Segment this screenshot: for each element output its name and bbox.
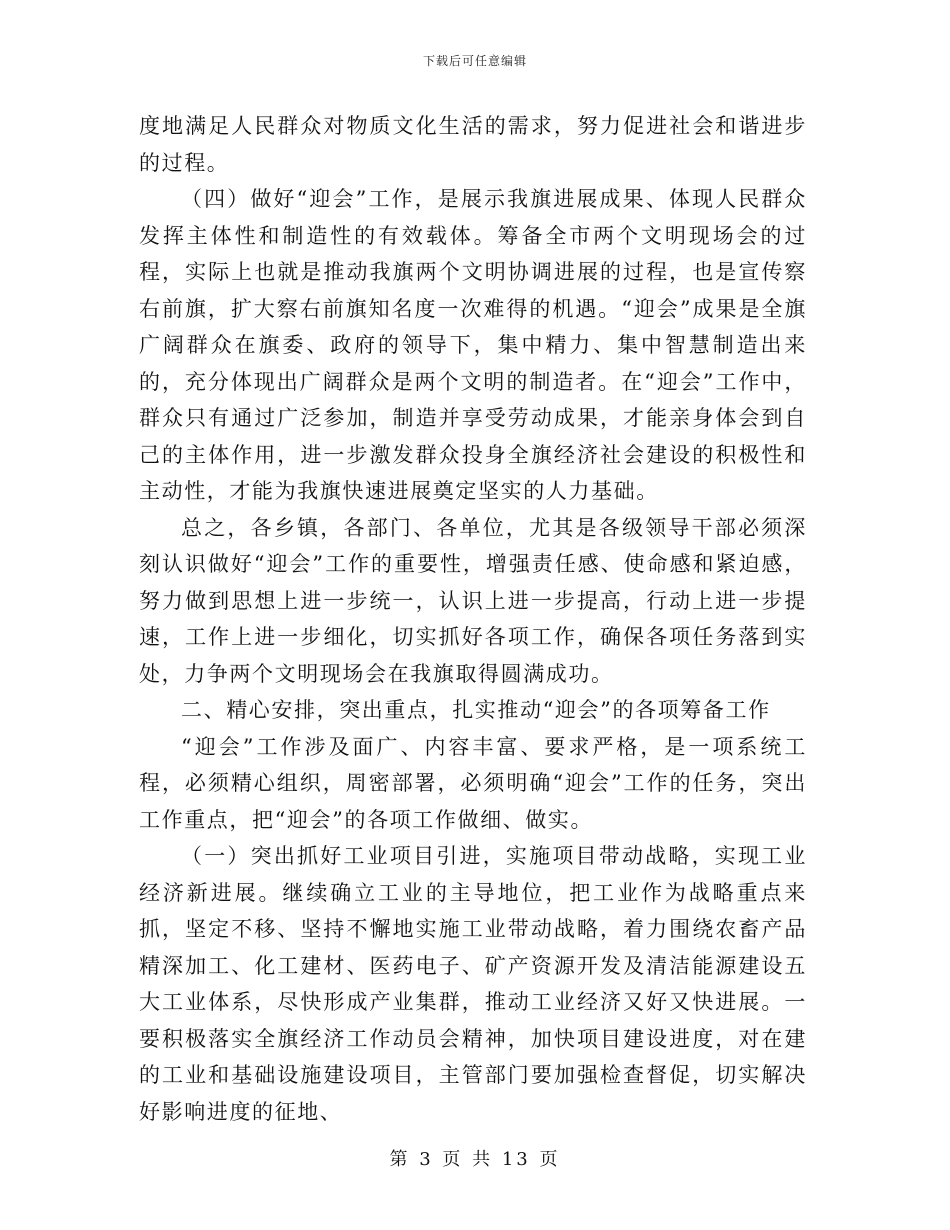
document-body [139,108,807,1130]
paragraph-intro-section-two: “迎会”工作涉及面广、内容丰富、要求严格，是一项系统工程，必须精心组织，周密部署，必须明确“迎会”工作的任务，突出工作重点，把“迎会”的各项工作做细、做实。 [139,734,807,832]
paragraph-summary: 总之，各乡镇，各部门、各单位，尤其是各级领导干部必须深刻认识做好“迎会”工作的重要性，增强责任感、使命感和紧迫感，努力做到思想上进一步统一，认识上进一步提高，行动上进一步提速，工作上进一步细化，切实抓好各项工作，确保各项任务落到实处，力争两个文明现场会在我旗取得圆满成功。 [139,515,807,686]
section-heading-two: 二、精心安排，突出重点，扎实推动“迎会”的各项筹备工作 [181,698,771,722]
paragraph-section-four: （四）做好“迎会”工作，是展示我旗进展成果、体现人民群众发挥主体性和制造性的有效载体。筹备全市两个文明现场会的过程，实际上也就是推动我旗两个文明协调进展的过程，也是宣传察右前旗，扩大察右前旗知名度一次难得的机遇。“迎会”成果是全旗广阔群众在旗委、政府的领导下，集中精力、集中智慧制造出来的，充分体现出广阔群众是两个文明的制造者。在“迎会”工作中，群众只有通过广泛参加，制造并享受劳动成果，才能亲身体会到自己的主体作用，进一步激发群众投身全旗经济社会建设的积极性和主动性，才能为我旗快速进展奠定坚实的人力基础。 [139,187,807,503]
paragraph-continuation: 度地满足人民群众对物质文化生活的需求，努力促进社会和谐进步的过程。 [139,114,807,175]
page-number-footer: 第 3 页 共 13 页 [389,1149,561,1170]
paragraph-subsection-one: （一）突出抓好工业项目引进，实施项目带动战略，实现工业经济新进展。继续确立工业的主导地位，把工业作为战略重点来抓，坚定不移、坚持不懈地实施工业带动战略，着力围绕农畜产品精深加工、化工建材、医药电子、矿产资源开发及清洁能源建设五大工业体系，尽快形成产业集群，推动工业经济又好又快进展。一要积极落实全旗经济工作动员会精神，加快项目建设进度，对在建的工业和基础设施建设项目，主管部门要加强检查督促，切实解决好影响进度的征地、 [139,844,807,1124]
page-header-note: 下载后可任意编辑 [422,54,527,68]
